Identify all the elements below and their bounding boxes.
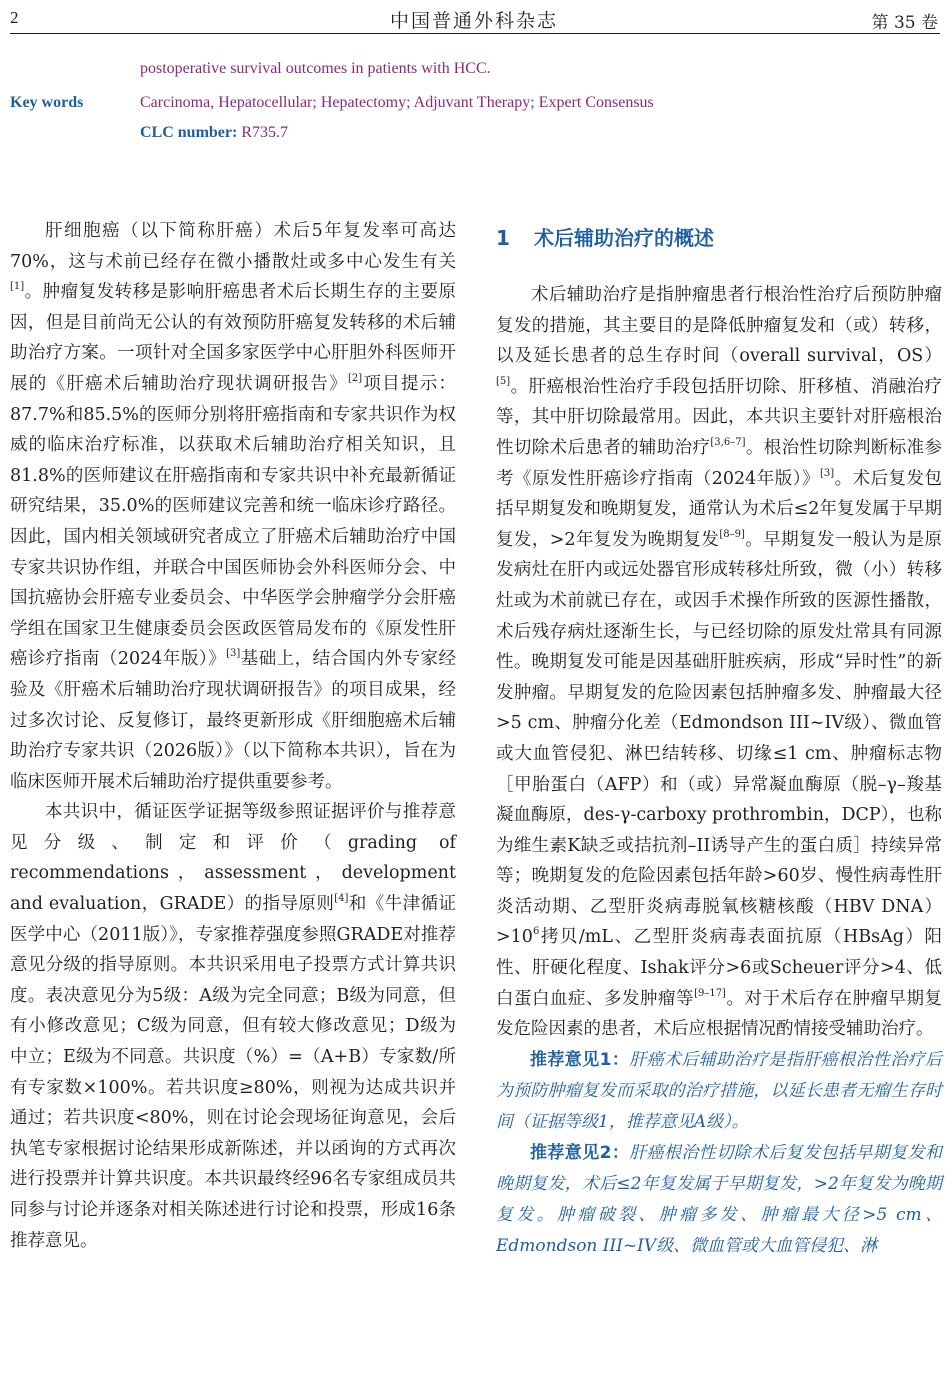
citation[interactable]: [3,6–7] [710, 436, 746, 448]
citation[interactable]: [2] [347, 372, 363, 384]
recommendation-1: 推荐意见1：肝癌术后辅助治疗是指肝癌根治性治疗后为预防肿瘤复发而采取的治疗措施，以延长患者无瘤生存时间（证据等级1，推荐意见A级）。 [496, 1049, 942, 1132]
left-column [10, 216, 456, 1256]
section-heading [496, 216, 942, 260]
right-column [496, 216, 942, 1262]
clc-number [140, 124, 288, 142]
intro-paragraph-1: 肝细胞癌（以下简称肝癌）术后5年复发率可高达70%，这与术前已经存在微小播散灶或多中心发生有关[1]。肿瘤复发转移是影响肝癌患者术后长期生存的主要原因，但是目前尚无公认的有效预防肝癌复发转移的术后辅助治疗方案。一项针对全国多家医学中心肝胆外科医师开展的《肝癌术后辅助治疗现状调研报告》[2]项目提示：87.7%和85.5%的医师分别将肝癌指南和专家共识作为权威的临床治疗标准，以获取术后辅助治疗相关知识，且81.8%的医师建议在肝癌指南和专家共识中补充最新循证研究结果，35.0%的医师建议完善和统一临床诊疗路径。因此，国内相关领域研究者成立了肝癌术后辅助治疗中国专家共识协作组，并联合中国医师协会外科医师分会、中国抗癌协会肝癌专业委员会、中华医学会肿瘤学分会肝癌学组在国家卫生健康委员会医政医管局发布的《原发性肝癌诊疗指南（2024年版）》[3]基础上，结合国内外专家经验及《肝癌术后辅助治疗现状调研报告》的项目成果，经过多次讨论、反复修订，最终更新形成《肝细胞癌术后辅助治疗专家共识（2026版）》（以下简称本共识），旨在为临床医师开展术后辅助治疗提供重要参考。 [10, 221, 457, 792]
clc-label: CLC number: [140, 124, 238, 141]
citation[interactable]: [3] [819, 467, 835, 479]
citation[interactable]: [1] [10, 281, 25, 293]
exponent: 6 [532, 926, 540, 938]
running-header [0, 0, 948, 34]
citation[interactable]: [9–17] [694, 987, 726, 999]
journal-title: 中国普通外科杂志 [389, 10, 558, 32]
key-words-label: Key words [10, 94, 84, 111]
section-title: 术后辅助治疗的概述 [534, 226, 714, 250]
citation[interactable]: [4] [334, 893, 349, 905]
intro-paragraph-2: 本共识中，循证医学证据等级参照证据评价与推荐意见分级、制定和评价（grading of recommendations，assessment，development and evaluation，GRADE）的指导原则[4]和《牛津循证医学中心（2011版）》，专家推荐强度参照GRADE对推荐意见分级的指导原则。本共识采用电子投票方式计算共识度。表决意见分为5级：A级为完全同意；B级为同意，但有小修改意见；C级为同意，但有较大修改意见；D级为中立；E级为不同意。共识度（%）=（A+B）专家数/所有专家数×100%。若共识度≥80%，则视为达成共识并通过；若共识度<80%，则在讨论会现场征询意见，会后执笔专家根据讨论结果形成新陈述，并以函询的方式再次进行投票并计算共识度。本共识最终经96名专家组成员共同参与讨论并逐条对相关陈述进行讨论和投票，形成16条推荐意见。 [10, 802, 457, 1251]
recommendation-label: 推荐意见2： [530, 1142, 630, 1163]
clc-value: R735.7 [241, 124, 289, 141]
recommendation-label: 推荐意见1： [530, 1049, 630, 1070]
overview-paragraph: 术后辅助治疗是指肿瘤患者行根治性治疗后预防肿瘤复发的措施，其主要目的是降低肿瘤复发和（或）转移，以及延长患者的总生存时间（overall survival，OS）[5]。肝癌根治性治疗手段包括肝切除、肝移植、消融治疗等，其中肝切除最常用。因此，本共识主要针对肝癌根治性切除术后患者的辅助治疗[3,6–7]。根治性切除判断标准参考《原发性肝癌诊疗指南（2024年版）》[3]。术后复发包括早期复发和晚期复发，通常认为术后≤2年复发属于早期复发，>2年复发为晚期复发[8–9]。早期复发一般认为是原发病灶在肝内或远处器官形成转移灶所致，微（小）转移灶或为术前就已存在，或因手术操作所致的医源性播散，术后残存病灶逐渐生长，与已经切除的原发灶常具有同源性。晚期复发可能是因基础肝脏疾病，形成“异时性”的新发肿瘤。早期复发的危险因素包括肿瘤多发、肿瘤最大径>5 cm、肿瘤分化差（Edmondson III~IV级）、微血管或大血管侵犯、淋巴结转移、切缘≤1 cm、肿瘤标志物［甲胎蛋白（AFP）和（或）异常凝血酶原（脱–γ–羧基凝血酶原，des-γ-carboxy prothrombin，DCP），也称为维生素K缺乏或拮抗剂–II诱导产生的蛋白质］持续异常等；晚期复发的危险因素包括年龄>60岁、慢性病毒性肝炎活动期、乙型肝炎病毒脱氧核糖核酸（HBV $DNA)>10^6$拷贝/mL、乙型肝炎病毒表面抗原（HBsAg）阳性、肝硬化程度、Ishak评分>6或Scheuer评分>4、低白蛋白血症、多发肿瘤等[9–17]。对于术后存在肿瘤早期复发危险因素的患者，术后应根据情况酌情接受辅助治疗。 [496, 285, 943, 1040]
volume-label: 第 35 卷 [871, 13, 938, 33]
header-rule [10, 33, 940, 34]
citation[interactable]: [5] [496, 375, 511, 387]
section-number: 1 [496, 226, 510, 250]
page-number: 2 [10, 8, 19, 27]
recommendation-2: 推荐意见2：肝癌根治性切除术后复发包括早期复发和晚期复发，术后≤2年复发属于早期复发，>2年复发为晚期复发。肿瘤破裂、肿瘤多发、肿瘤最大径>5 cm、Edmondson III~IV级、微血管或大血管侵犯、淋 [496, 1142, 942, 1256]
abstract-conclusion-tail: postoperative survival outcomes in patients with HCC. [140, 60, 491, 77]
key-words: Carcinoma, Hepatocellular; Hepatectomy; Adjuvant Therapy; Expert Consensus [140, 94, 654, 111]
citation[interactable]: [8–9] [719, 528, 745, 540]
citation[interactable]: [3] [226, 648, 241, 660]
